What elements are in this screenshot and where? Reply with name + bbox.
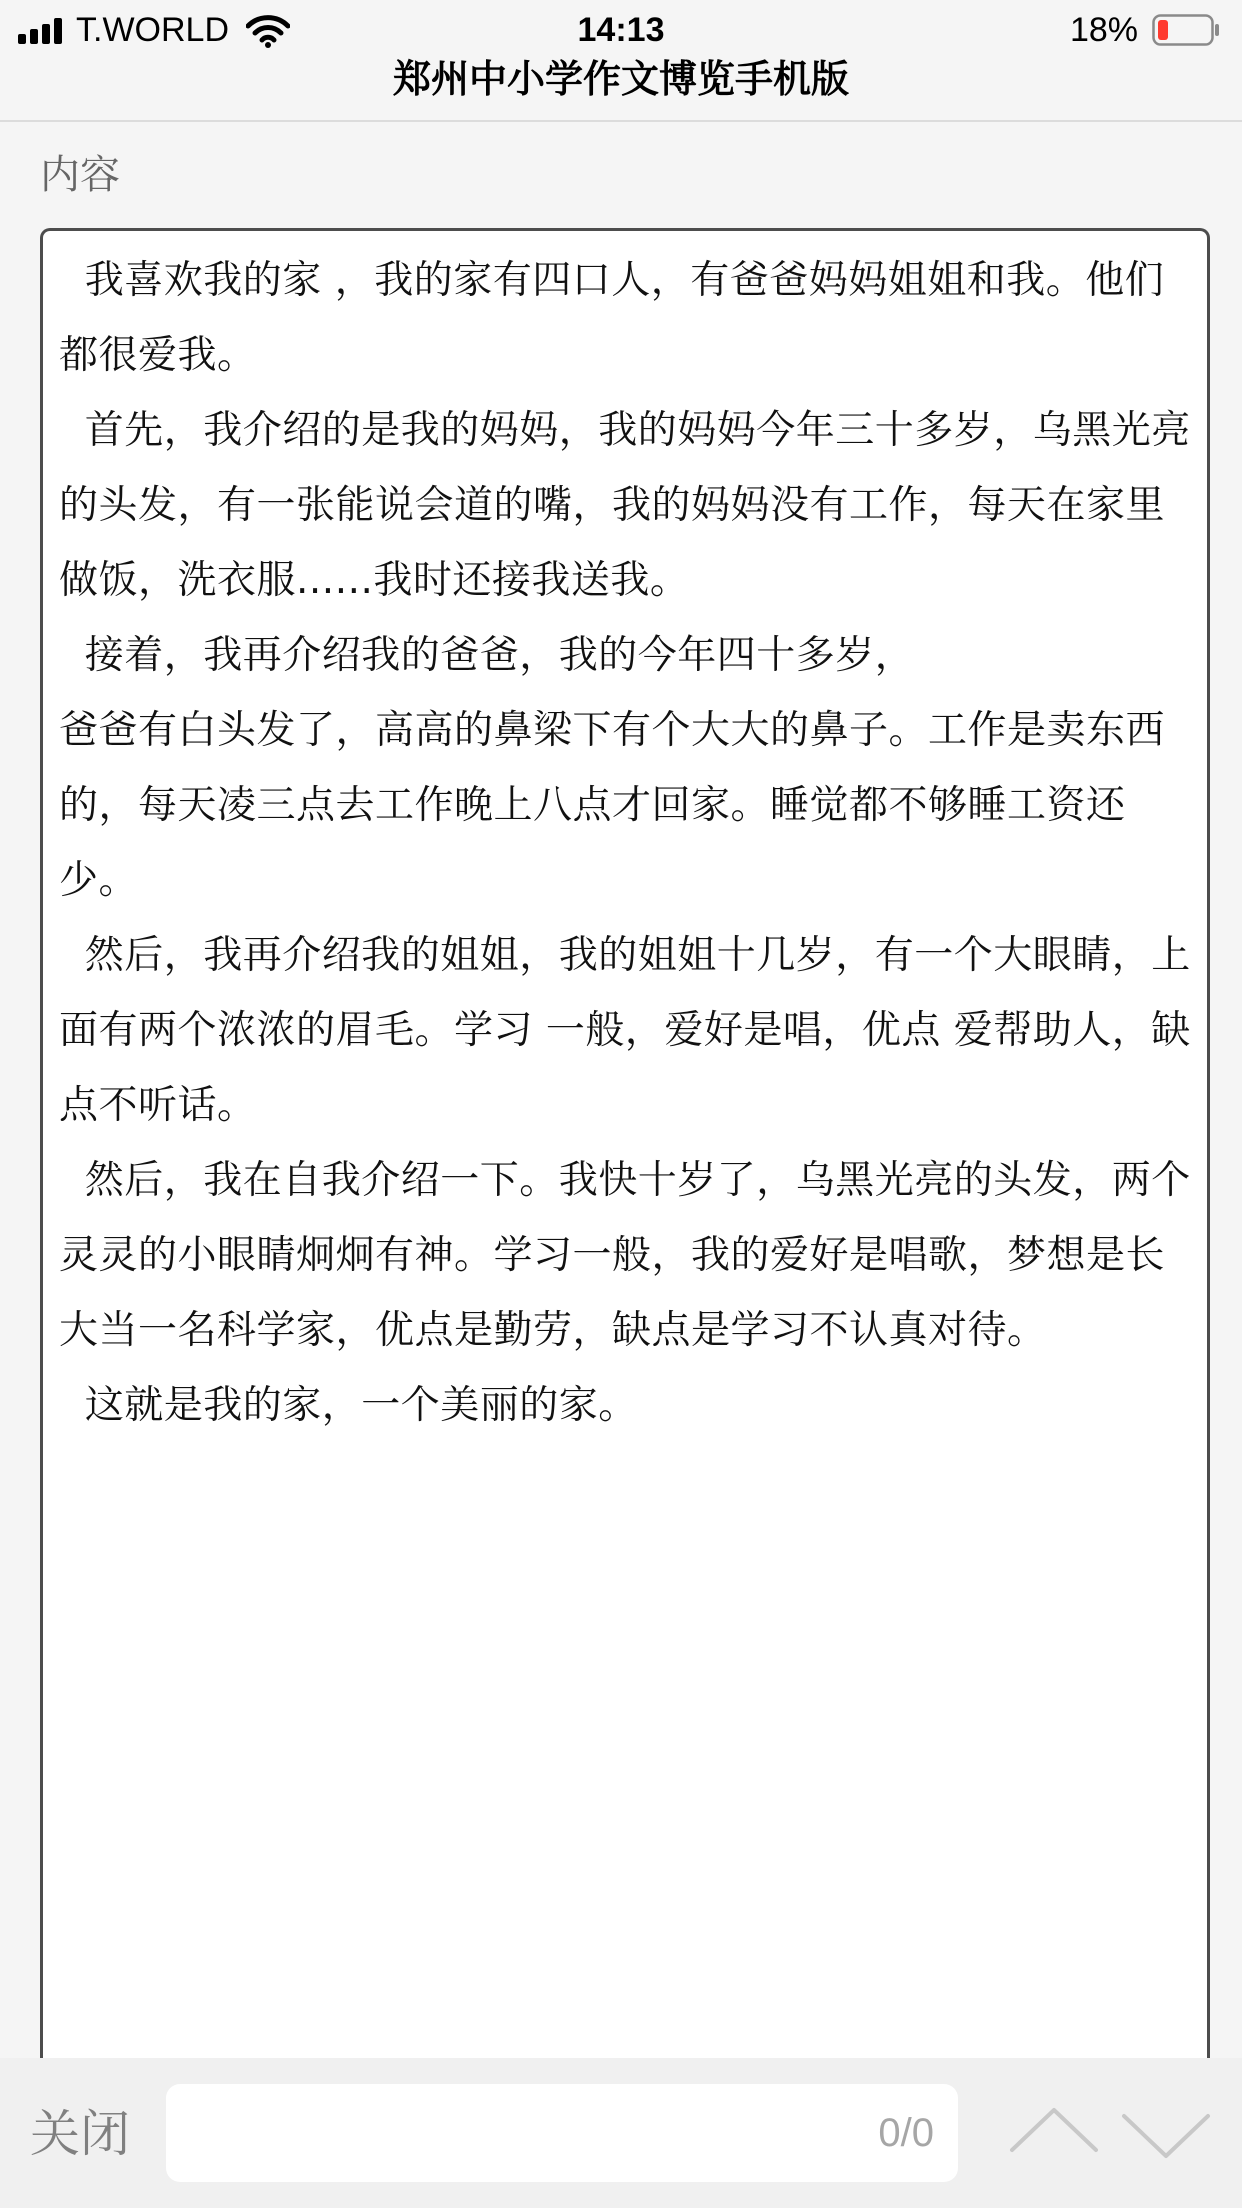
battery-percent: 18% <box>1069 11 1138 49</box>
battery-icon <box>1152 14 1220 46</box>
content-label: 内容 <box>40 152 120 198</box>
close-button[interactable]: 关闭 <box>30 2105 130 2163</box>
essay-paragraph: 我喜欢我的家 ，我的家有四口人，有爸爸妈妈姐姐和我。他们都很爱我。 <box>59 258 1165 378</box>
essay-paragraph: 然后，我再介绍我的姐姐，我的姐姐十几岁，有一个大眼睛，上面有两个浓浓的眉毛。学习 一般，爱好是唱，优点 爱帮助人，缺点不听话。 <box>59 933 1191 1128</box>
essay-text <box>59 243 1193 1443</box>
essay-paragraph: 这就是我的家，一个美丽的家。 <box>59 1383 638 1428</box>
essay-paragraph: 接着，我再介绍我的爸爸，我的今年四十多岁， <box>59 633 915 678</box>
status-time: 14:13 <box>577 11 665 49</box>
title-bar <box>0 54 1242 122</box>
status-bar <box>0 0 1242 60</box>
find-input[interactable] <box>166 2084 958 2182</box>
match-count: 0/0 <box>878 2111 934 2155</box>
content-textarea[interactable] <box>40 228 1210 2068</box>
essay-paragraph: 然后，我在自我介绍一下。我快十岁了，乌黑光亮的头发，两个灵灵的小眼睛炯炯有神。学习一般，我的爱好是唱歌，梦想是长大当一名科学家，优点是勤劳，缺点是学习不认真对待。 <box>59 1158 1191 1353</box>
chevron-up-icon[interactable] <box>1004 2098 1104 2168</box>
find-toolbar <box>0 2058 1242 2208</box>
page-title: 郑州中小学作文博览手机版 <box>392 57 849 101</box>
chevron-down-icon[interactable] <box>1116 2098 1216 2168</box>
essay-paragraph: 爸爸有白头发了，高高的鼻梁下有个大大的鼻子。工作是卖东西的，每天凌三点去工作晚上八点才回家。睡觉都不够睡工资还少。 <box>59 708 1166 903</box>
essay-paragraph: 首先，我介绍的是我的妈妈，我的妈妈今年三十多岁，乌黑光亮的头发，有一张能说会道的嘴，我的妈妈没有工作，每天在家里做饭，洗衣服......我时还接我送我。 <box>59 408 1191 603</box>
carrier-name: T.WORLD <box>76 11 229 49</box>
